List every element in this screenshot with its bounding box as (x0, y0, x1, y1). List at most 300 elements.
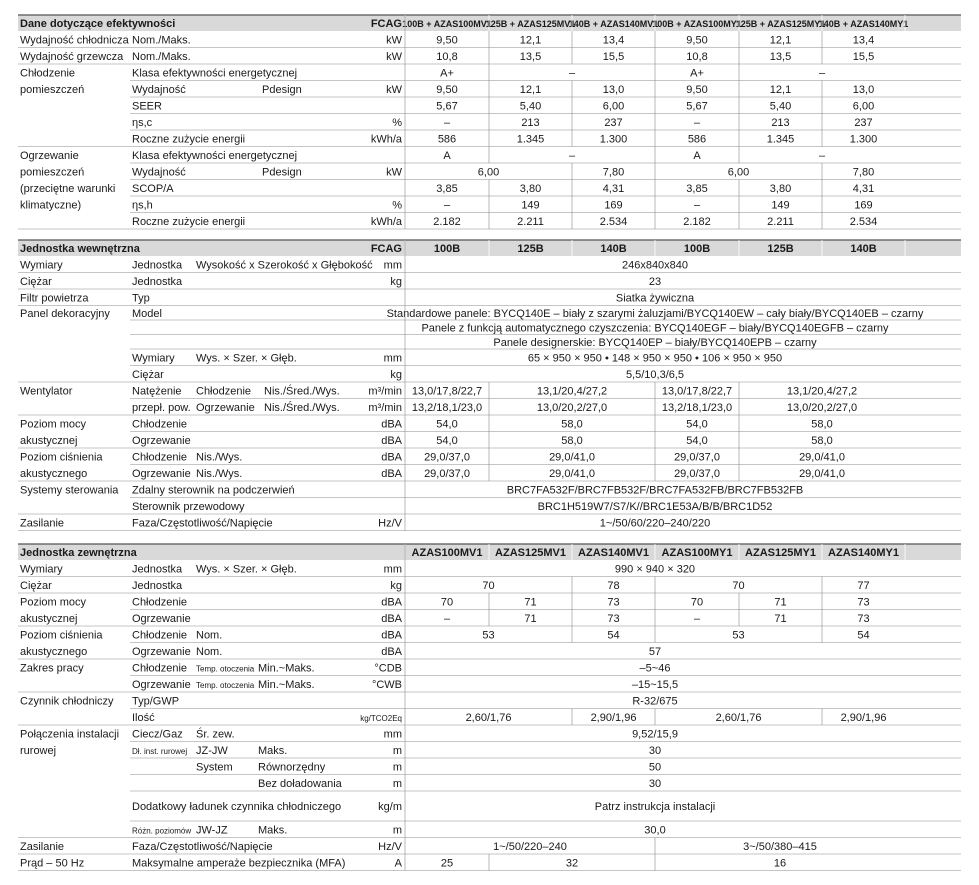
cell-value: 58,0 (561, 434, 583, 447)
cell-value: 2,60/1,76 (465, 711, 512, 724)
row-label: klimatyczne) (20, 199, 82, 212)
row-label: akustycznej (20, 434, 78, 447)
row-label: Pdesign (262, 166, 302, 179)
cell-value: 54,0 (686, 434, 708, 447)
row-label: Faza/Częstotliwość/Napięcie (132, 517, 273, 530)
row-label: akustycznego (20, 467, 88, 480)
cell-value: 13,1/20,4/27,2 (786, 385, 858, 398)
cell-value: – (818, 67, 826, 80)
column-header: 100B + AZAS100MY1 (652, 19, 742, 29)
cell-value: – (443, 612, 451, 625)
column-header: AZAS140MV1 (578, 547, 649, 559)
row-unit: A (394, 857, 402, 870)
cell-value: 9,50 (436, 83, 458, 96)
column-header: AZAS100MY1 (661, 547, 733, 559)
row-label: Chłodzenie (20, 67, 76, 80)
row-unit: mm (383, 259, 402, 272)
cell-value: Siatka żywiczna (615, 292, 695, 305)
row-label: Chłodzenie (132, 629, 188, 642)
cell-value: 12,1 (769, 34, 792, 47)
cell-value: 10,8 (436, 50, 458, 63)
row-label: JW-JZ (196, 824, 228, 837)
cell-value: 29,0/37,0 (424, 467, 470, 480)
cell-value: 13,2/18,1/23,0 (411, 401, 483, 414)
column-header: AZAS100MV1 (411, 547, 483, 559)
row-label: Wydajność (132, 83, 186, 96)
row-label: akustycznego (20, 645, 88, 658)
cell-value: 6,00 (477, 166, 500, 179)
column-header: AZAS125MY1 (745, 547, 816, 559)
cell-value: 13,0 (602, 83, 625, 96)
row-label: ηs,c (132, 116, 153, 129)
cell-value: 15,5 (602, 50, 625, 63)
cell-value: 13,0/20,2/27,0 (536, 401, 608, 414)
row-label: Poziom mocy (20, 596, 87, 609)
row-label: pomieszczeń (20, 166, 85, 179)
section-header-band (18, 544, 961, 560)
cell-value: 13,5 (519, 50, 542, 63)
cell-value: 3,80 (769, 182, 792, 195)
row-label: Nis./Wys. (196, 467, 243, 480)
cell-value: A (693, 149, 701, 162)
row-label: Panel dekoracyjny (20, 307, 110, 320)
row-label: Jednostka (132, 259, 183, 272)
row-label: Chłodzenie (132, 451, 188, 464)
column-header: AZAS125MV1 (495, 547, 566, 559)
section-header-band (18, 240, 961, 256)
row-label: Poziom ciśnienia (20, 629, 103, 642)
cell-value: 30,0 (644, 824, 666, 837)
row-label: Min.~Maks. (258, 662, 315, 675)
row-label: Typ/GWP (132, 695, 180, 708)
row-unit: mm (383, 352, 402, 365)
row-label: Wys. × Szer. × Głęb. (196, 563, 297, 576)
cell-value: – (693, 199, 701, 212)
cell-value: 15,5 (852, 50, 875, 63)
cell-value: 213 (771, 116, 790, 129)
cell-value: 2.211 (517, 215, 544, 228)
row-label: SEER (132, 100, 162, 113)
cell-value: 13,0 (852, 83, 875, 96)
cell-value: 2.534 (849, 215, 878, 228)
row-label: SCOP/A (132, 182, 174, 195)
row-label: Klasa efektywności energetycznej (132, 67, 298, 80)
column-header: AZAS140MY1 (828, 547, 899, 559)
row-unit: % (392, 199, 402, 212)
row-label: pomieszczeń (20, 83, 85, 96)
row-unit: kg/m (378, 801, 402, 813)
cell-value: – (818, 149, 826, 162)
cell-value: 30 (648, 777, 662, 790)
row-label: Wymiary (132, 352, 175, 365)
row-label: JZ-JW (196, 744, 228, 757)
row-unit: m (392, 761, 402, 774)
cell-value: 5,67 (686, 100, 708, 113)
cell-value: 70 (690, 596, 704, 609)
row-unit: m (392, 824, 402, 837)
row-unit: dBA (381, 645, 402, 658)
column-header: 140B + AZAS140MY1 (818, 19, 909, 29)
row-unit: kg (390, 579, 402, 592)
cell-value: 6,00 (602, 100, 625, 113)
row-label: Zasilanie (20, 517, 65, 530)
row-label: Ciecz/Gaz (132, 728, 183, 741)
row-label: Zasilanie (20, 840, 65, 853)
row-unit: dBA (381, 629, 402, 642)
cell-value: 54,0 (686, 418, 708, 431)
cell-value: 29,0/41,0 (549, 451, 595, 464)
cell-value: 54,0 (436, 434, 458, 447)
cell-value: Patrz instrukcja instalacji (594, 801, 716, 813)
cell-value: 169 (604, 199, 623, 212)
cell-value: – (568, 149, 576, 162)
row-label: Nom./Maks. (132, 34, 191, 47)
row-label: Wydajność (132, 166, 186, 179)
row-unit: dBA (381, 612, 402, 625)
row-label: Nom. (196, 645, 223, 658)
row-unit: kW (386, 83, 402, 96)
column-header: 125B (517, 243, 544, 255)
row-label: Jednostka (132, 563, 183, 576)
cell-value: 29,0/37,0 (674, 451, 720, 464)
row-label: Min.~Maks. (258, 678, 315, 691)
column-header: 125B (767, 243, 794, 255)
cell-value: 54 (607, 629, 620, 642)
section-title: Jednostka zewnętrzna (20, 547, 137, 559)
cell-value: 2.182 (433, 215, 461, 228)
cell-value: 1.345 (516, 133, 545, 146)
row-label: Chłodzenie (196, 385, 252, 398)
row-label: Typ (132, 292, 150, 305)
row-unit: kWh/a (370, 133, 402, 146)
cell-value: 246x840x840 (621, 259, 689, 272)
cell-value: 169 (854, 199, 873, 212)
cell-value: 2.182 (683, 215, 711, 228)
cell-value: 5,40 (769, 100, 792, 113)
cell-value: 5,40 (519, 100, 542, 113)
cell-value: 77 (857, 579, 870, 592)
row-label: Wydajność chłodnicza (20, 34, 129, 47)
cell-value: 2.211 (767, 215, 794, 228)
row-label: Jednostka (132, 275, 183, 288)
cell-value: 70 (440, 596, 454, 609)
row-unit: dBA (381, 451, 402, 464)
cell-value: 586 (437, 133, 457, 146)
row-label: Filtr powietrza (20, 292, 89, 305)
row-label: Dodatkowy ładunek czynnika chłodniczego (132, 801, 342, 813)
cell-value: 1.300 (849, 133, 878, 146)
cell-value: 5,5/10,3/6,5 (625, 368, 685, 381)
row-label: Maksymalne amperaże bezpiecznika (MFA) (132, 857, 346, 870)
cell-value: – (443, 116, 451, 129)
cell-value: 71 (524, 596, 537, 609)
cell-value: 6,00 (727, 166, 750, 179)
cell-value: 2,90/1,96 (840, 711, 887, 724)
cell-value: 10,8 (686, 50, 708, 63)
section-title: Jednostka wewnętrzna (20, 243, 140, 255)
row-label: Ciężar (132, 368, 164, 381)
row-unit: mm (383, 728, 402, 741)
cell-value: 4,31 (602, 182, 625, 195)
cell-value: – (693, 116, 701, 129)
row-label: Poziom ciśnienia (20, 451, 103, 464)
cell-value: 3,85 (436, 182, 458, 195)
cell-value: 213 (521, 116, 540, 129)
cell-value: 23 (648, 275, 662, 288)
row-label: Nis./Śred./Wys. (264, 385, 340, 398)
row-label: Prąd – 50 Hz (20, 857, 85, 870)
row-unit: kg (390, 368, 402, 381)
cell-value: 58,0 (811, 418, 833, 431)
cell-value: A (443, 149, 451, 162)
cell-value: 32 (565, 857, 579, 870)
cell-value: 16 (773, 857, 787, 870)
row-unit: m³/min (368, 385, 402, 398)
row-label: Wysokość x Szerokość x Głębokość (196, 259, 373, 272)
cell-value: A+ (690, 67, 704, 80)
cell-value: 71 (524, 612, 537, 625)
cell-value: 9,50 (686, 83, 708, 96)
row-unit: dBA (381, 434, 402, 447)
row-unit: Hz/V (378, 840, 402, 853)
column-header: 140B + AZAS140MV1 (568, 19, 659, 29)
row-label: Dł. inst. rurowej (132, 746, 188, 756)
cell-value: 73 (857, 612, 870, 625)
row-label: Maks. (258, 744, 288, 757)
row-label: Nom. (196, 629, 223, 642)
cell-value: –15~15,5 (631, 678, 679, 691)
cell-value: 13,2/18,1/23,0 (661, 401, 733, 414)
row-unit: °CDB (374, 662, 402, 675)
row-label: Roczne zużycie energii (132, 133, 246, 146)
cell-value: 2,90/1,96 (590, 711, 637, 724)
cell-value: 54 (857, 629, 870, 642)
cell-value: – (443, 199, 451, 212)
cell-value: 3~/50/380–415 (743, 840, 817, 853)
row-label: Różn. poziomów (132, 826, 192, 836)
cell-value: 13,0/17,8/22,7 (411, 385, 483, 398)
column-header: 100B (683, 243, 711, 255)
cell-value: 71 (774, 612, 787, 625)
cell-value: 58,0 (811, 434, 833, 447)
row-label: przepł. pow. (132, 401, 191, 414)
cell-value: – (693, 612, 701, 625)
row-label: Temp. otoczenia (196, 680, 255, 690)
cell-value: 990 × 940 × 320 (614, 563, 696, 576)
row-label: System (196, 761, 233, 774)
cell-value: 3,80 (519, 182, 542, 195)
cell-value: 9,52/15,9 (632, 728, 678, 741)
cell-value: BRC1H519W7/S7/K//BRC1E53A/B/B/BRC1D52 (537, 500, 773, 513)
row-label: Ilość (132, 711, 155, 724)
cell-value: Panele designerskie: BYCQ140EP – biały/BYCQ140EPB – czarny (493, 336, 817, 349)
row-label: Faza/Częstotliwość/Napięcie (132, 840, 273, 853)
cell-value: 13,4 (602, 34, 625, 47)
row-label: Zdalny sterownik na podczerwień (132, 484, 295, 497)
cell-value: R-32/675 (632, 695, 678, 708)
cell-value: 58,0 (561, 418, 583, 431)
cell-value: 237 (604, 116, 623, 129)
row-label: Ogrzewanie (132, 467, 191, 480)
row-label: (przeciętne warunki (20, 182, 116, 195)
cell-value: 7,80 (852, 166, 875, 179)
row-label: Klasa efektywności energetycznej (132, 149, 298, 162)
model-label: FCAG (370, 18, 402, 30)
cell-value: 12,1 (769, 83, 792, 96)
row-unit: dBA (381, 467, 402, 480)
cell-value: 4,31 (852, 182, 875, 195)
row-label: Poziom mocy (20, 418, 87, 431)
cell-value: 3,85 (686, 182, 708, 195)
cell-value: A+ (440, 67, 454, 80)
cell-value: 1.345 (766, 133, 795, 146)
row-label: Ciężar (20, 275, 52, 288)
row-label: Ogrzewanie (132, 434, 191, 447)
cell-value: 54,0 (436, 418, 458, 431)
row-unit: dBA (381, 596, 402, 609)
cell-value: 25 (440, 857, 454, 870)
row-label: Pdesign (262, 83, 302, 96)
row-label: Ogrzewanie (20, 149, 79, 162)
row-label: Ogrzewanie (132, 645, 191, 658)
row-unit: kg/TCO2Eq (360, 713, 402, 723)
cell-value: Standardowe panele: BYCQ140E – biały z szarymi żaluzjami/BYCQ140EW – cały biały/BYCQ140EB – czarny (386, 307, 924, 320)
cell-value: 57 (648, 645, 662, 658)
row-label: Zakres pracy (20, 662, 84, 675)
column-header: 100B (433, 243, 461, 255)
row-label: Jednostka (132, 579, 183, 592)
cell-value: 71 (774, 596, 787, 609)
row-label: Maks. (258, 824, 288, 837)
row-label: rurowej (20, 744, 57, 757)
row-label: Połączenia instalacji (20, 728, 120, 741)
row-label: Bez doładowania (258, 777, 342, 790)
row-label: Ogrzewanie (196, 401, 255, 414)
row-label: Nis./Śred./Wys. (264, 401, 340, 414)
cell-value: 7,80 (602, 166, 625, 179)
column-header: 140B (600, 243, 627, 255)
cell-value: 1~/50/60/220–240/220 (599, 517, 711, 530)
row-label: Systemy sterowania (20, 484, 119, 497)
column-header: 140B (850, 243, 877, 255)
cell-value: 53 (732, 629, 745, 642)
row-label: Temp. otoczenia (196, 664, 255, 674)
row-unit: m³/min (368, 401, 402, 414)
section-title: Dane dotyczące efektywności (20, 18, 176, 30)
cell-value: 50 (648, 761, 662, 774)
row-label: Wys. × Szer. × Głęb. (196, 352, 297, 365)
column-header: 125B + AZAS125MY1 (735, 19, 826, 29)
row-unit: kWh/a (370, 215, 402, 228)
row-unit: kW (386, 166, 402, 179)
row-label: Nom./Maks. (132, 50, 191, 63)
row-label: ηs,h (132, 199, 153, 212)
row-label: Chłodzenie (132, 596, 188, 609)
row-label: Ciężar (20, 579, 52, 592)
cell-value: 9,50 (436, 34, 458, 47)
row-label: Wymiary (20, 259, 63, 272)
cell-value: 2,60/1,76 (715, 711, 762, 724)
cell-value: 29,0/41,0 (549, 467, 595, 480)
row-label: Nis./Wys. (196, 451, 243, 464)
cell-value: Panele z funkcją automatycznego czyszczenia: BYCQ140EGF – biały/BYCQ140EGFB – czarny (421, 322, 889, 335)
row-label: Ogrzewanie (132, 612, 191, 625)
cell-value: 6,00 (852, 100, 875, 113)
row-unit: kW (386, 50, 402, 63)
cell-value: 1~/50/220–240 (493, 840, 567, 853)
row-unit: m (392, 744, 402, 757)
cell-value: 149 (521, 199, 540, 212)
cell-value: 29,0/37,0 (424, 451, 470, 464)
row-label: Natężenie (132, 385, 182, 398)
cell-value: 13,5 (769, 50, 792, 63)
cell-value: –5~46 (639, 662, 671, 675)
row-label: Czynnik chłodniczy (20, 695, 114, 708)
row-unit: mm (383, 563, 402, 576)
cell-value: 13,4 (852, 34, 875, 47)
cell-value: 65 × 950 × 950 • 148 × 950 × 950 • 106 × 950 × 950 (527, 352, 783, 365)
cell-value: 73 (607, 612, 620, 625)
row-label: akustycznej (20, 612, 78, 625)
cell-value: 73 (857, 596, 870, 609)
cell-value: 5,67 (436, 100, 458, 113)
row-label: Sterownik przewodowy (132, 500, 245, 513)
row-unit: Hz/V (378, 517, 402, 530)
row-unit: kW (386, 34, 402, 47)
model-label: FCAG (370, 243, 402, 255)
cell-value: 586 (687, 133, 707, 146)
cell-value: 2.534 (599, 215, 628, 228)
row-label: Chłodzenie (132, 662, 188, 675)
cell-value: 13,0/17,8/22,7 (661, 385, 733, 398)
cell-value: 53 (482, 629, 495, 642)
cell-value: 70 (482, 579, 495, 592)
row-label: Wentylator (20, 385, 73, 398)
cell-value: 12,1 (519, 34, 542, 47)
row-label: Chłodzenie (132, 418, 188, 431)
row-unit: m (392, 777, 402, 790)
cell-value: 78 (607, 579, 620, 592)
row-label: Ogrzewanie (132, 678, 191, 691)
cell-value: 1.300 (599, 133, 628, 146)
cell-value: 149 (771, 199, 790, 212)
row-label: Wymiary (20, 563, 63, 576)
cell-value: 29,0/37,0 (674, 467, 720, 480)
row-label: Wydajność grzewcza (20, 50, 124, 63)
row-unit: °CWB (371, 678, 402, 691)
cell-value: BRC7FA532F/BRC7FB532F/BRC7FA532FB/BRC7FB532FB (506, 484, 804, 497)
row-unit: kg (390, 275, 402, 288)
row-unit: dBA (381, 418, 402, 431)
cell-value: 13,1/20,4/27,2 (536, 385, 608, 398)
row-label: Roczne zużycie energii (132, 215, 246, 228)
row-unit: % (392, 116, 402, 129)
column-header: 125B + AZAS125MV1 (485, 19, 576, 29)
cell-value: 70 (732, 579, 745, 592)
cell-value: 9,50 (686, 34, 708, 47)
cell-value: 237 (854, 116, 873, 129)
cell-value: – (568, 67, 576, 80)
cell-value: 29,0/41,0 (799, 467, 845, 480)
column-header: 100B + AZAS100MV1 (402, 19, 492, 29)
row-label: Model (132, 307, 162, 320)
cell-value: 12,1 (519, 83, 542, 96)
cell-value: 13,0/20,2/27,0 (786, 401, 858, 414)
row-label: Równorzędny (258, 761, 326, 774)
row-label: Śr. zew. (196, 728, 235, 741)
cell-value: 29,0/41,0 (799, 451, 845, 464)
cell-value: 30 (648, 744, 662, 757)
